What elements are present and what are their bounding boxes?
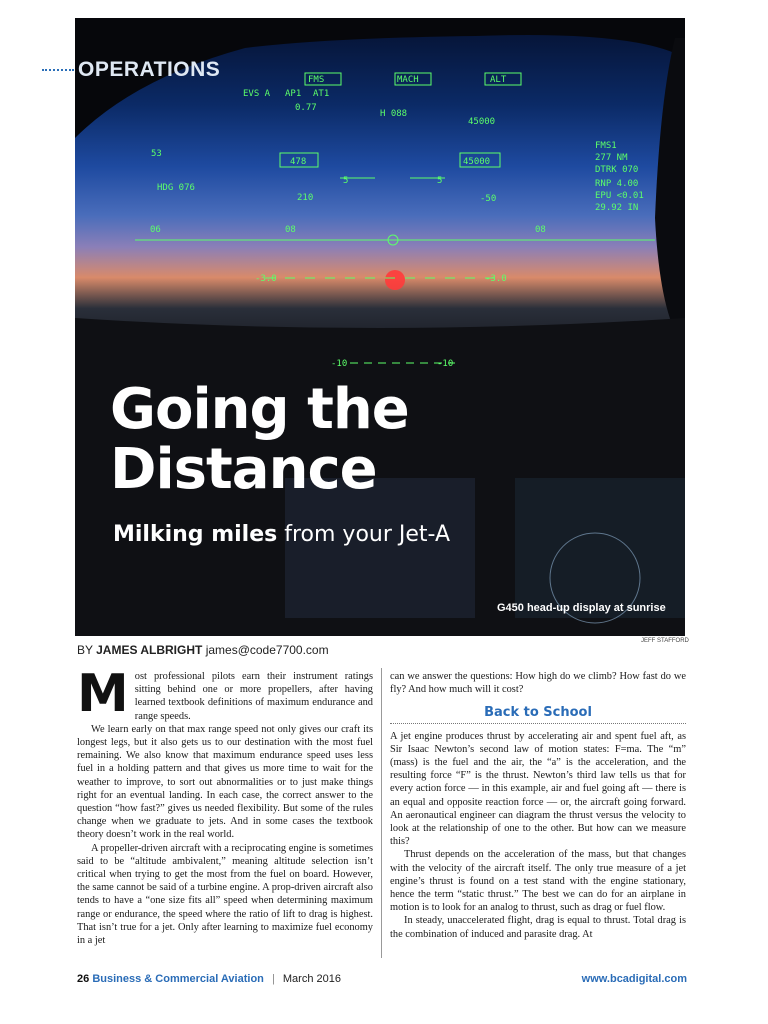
hud-ladder-l: 5 xyxy=(343,176,349,186)
section-tag: OPERATIONS xyxy=(78,58,221,81)
subhead: Back to School xyxy=(390,706,686,723)
paragraph: Most professional pilots earn their instrument ratings sitting behind one or more propellers, after having learned textbook definitions of maximum endurance and range speeds. xyxy=(77,664,373,724)
paragraph: can we answer the questions: How high do we climb? How fast do we fly? And how much will it cost? xyxy=(390,671,686,696)
headline-line-1: Going the xyxy=(110,377,409,442)
hud-ap1: AP1 xyxy=(285,89,302,99)
hud-at1: AT1 xyxy=(313,89,330,99)
hud-dtrk: DTRK 070 xyxy=(595,165,639,175)
page-number: 26 xyxy=(77,973,90,985)
hud-hdg: HDG 076 xyxy=(157,183,195,193)
hud-wind: 53 xyxy=(151,149,162,159)
hud-pitch-l: -3.0 xyxy=(255,274,277,284)
hud-horizon-r: 08 xyxy=(535,225,546,235)
hud-ladder-r: 5 xyxy=(437,176,443,186)
hud-nm: 277 NM xyxy=(595,153,628,163)
paragraph: A propeller-driven aircraft with a reciprocating engine is sometimes said to be “altitude ambivalent,” meaning altitude selection isn’t critical when trying to get the most from the fuel on board. However, the same cannot be said of a turbine engine. A prop-driven aircraft also tends to have a “one size fits all” speed when determining maximum range or endurance, the speed where the ratio of lift to drag is highest. That isn’t true for a jet. Only after learning to maximize fuel economy in a jet xyxy=(77,842,373,947)
headline xyxy=(110,377,409,502)
paragraph: We learn early on that max range speed not only gives our craft its longest legs, but it also gets us to our destination with the most fuel remaining. We also know that maximum endurance speed uses less fuel in a holding pattern and that gives us more time to wait for the weather to improve, to sort out abnormalities or to just make things right for an eventual landing. In each case, the correct answer to the question “how fast?” gives us needed flexibility. But some of the rules change when we graduate to jets. And in some cases the textbook theory doesn’t work in the real world. xyxy=(77,723,373,841)
byline-author: JAMES ALBRIGHT xyxy=(96,643,203,657)
hud-heading: H 088 xyxy=(380,109,408,119)
deck-rest: from your Jet-A xyxy=(277,522,451,547)
paragraph: In steady, unaccelerated flight, drag is equal to thrust. Total drag is the combination of induced and parasite drag. At xyxy=(390,915,686,940)
article-column-1 xyxy=(77,664,373,947)
hud-vs: -50 xyxy=(480,194,497,204)
hud-pitch-r: -3.0 xyxy=(485,274,507,284)
hud-horizon-l: 06 xyxy=(150,225,161,235)
footer-separator: | xyxy=(271,973,275,985)
cockpit-pillar xyxy=(655,38,685,348)
headline-line-2: Distance xyxy=(110,437,377,502)
hud-pitch2-r: -10 xyxy=(437,359,454,369)
hud-alt-target: 45000 xyxy=(468,117,496,127)
hud-pitch2-l: -10 xyxy=(331,359,348,369)
hud-alt: ALT xyxy=(490,75,507,85)
drop-cap: M xyxy=(77,664,129,724)
photo-caption: G450 head-up display at sunrise xyxy=(497,602,666,614)
page-footer xyxy=(77,973,687,985)
deck xyxy=(113,522,450,547)
hud-fms: FMS xyxy=(308,75,325,85)
column-divider xyxy=(381,668,382,958)
photo-credit: JEFF STAFFORD xyxy=(641,638,689,644)
byline-prefix: BY xyxy=(77,643,97,657)
hud-hdg-scale: 210 xyxy=(297,193,314,203)
hud-horizon-m: 08 xyxy=(285,225,296,235)
hud-evs: EVS A xyxy=(243,89,271,99)
hud-baro: 29.92 IN xyxy=(595,203,639,213)
paragraph: A jet engine produces thrust by accelerating air and spent fuel aft, as Sir Isaac Newton’s second law of motion states: F=ma. The “m” (mass) is the fuel and the air, the “a” is the acceleration, and the resulting force “F” is the thrust. Newton’s third law tells us that for every action force — in this example, air and fuel going aft — there is an equal and opposite reaction force — or, the aircraft going forward. An aeronautical engineer can diagram the thrust versus the velocity to look at the relationship of one to the other. But how can we measure this? xyxy=(390,730,686,848)
hud-rnp: RNP 4.00 xyxy=(595,179,639,189)
magazine-name: Business & Commercial Aviation xyxy=(92,973,264,985)
sun xyxy=(385,270,405,290)
byline xyxy=(77,643,329,657)
deck-bold: Milking miles xyxy=(113,522,278,547)
hud-altitude: 45000 xyxy=(463,157,491,167)
hud-mach-val: 0.77 xyxy=(295,103,317,113)
website-link[interactable]: www.bcadigital.com xyxy=(581,973,687,985)
nav-display xyxy=(515,478,685,618)
paragraph: Thrust depends on the acceleration of the mass, but that changes with the velocity of the aircraft itself. The only true measure of a jet engine’s thrust is found on a test stand with the engine stationary, hence the term “static thrust.” The best we can do for an airplane in motion is to look for an analog to thrust, such as drag or fuel flow. xyxy=(390,849,686,914)
byline-email[interactable]: james@code7700.com xyxy=(202,643,329,657)
hud-speed: 478 xyxy=(290,157,307,167)
hud-fms1: FMS1 xyxy=(595,141,617,151)
hud-mach: MACH xyxy=(397,75,419,85)
hud-epu: EPU <0.01 xyxy=(595,191,644,201)
section-tag-dots xyxy=(42,69,74,71)
issue-date: March 2016 xyxy=(282,973,341,985)
article-column-2 xyxy=(390,670,686,941)
